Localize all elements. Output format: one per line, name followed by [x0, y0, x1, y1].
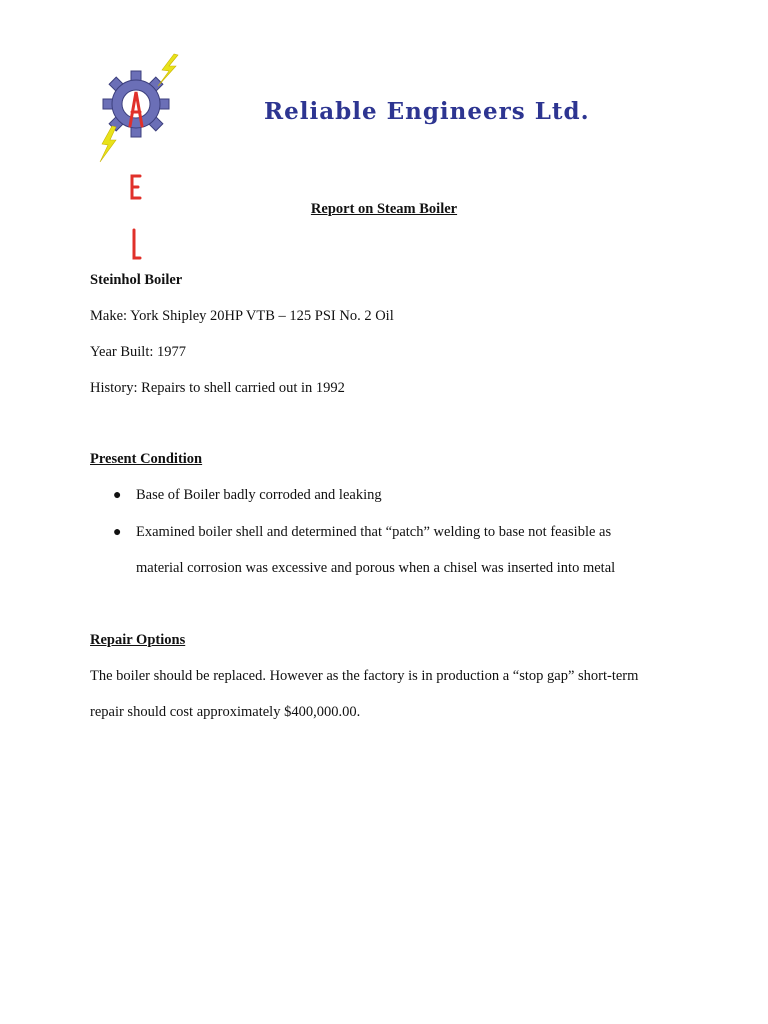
condition-bullet-2-line-2: material corrosion was excessive and porous when a chisel was inserted into metal [136, 560, 616, 576]
report-title: Report on Steam Boiler [310, 201, 458, 217]
year-built-line: Year Built: 1977 [90, 344, 187, 360]
company-logo [96, 52, 186, 264]
condition-bullet-1: Base of Boiler badly corroded and leaking [136, 487, 382, 503]
bullet-icon: ● [113, 488, 122, 503]
repair-options-text-line-2: repair should cost approximately $400,000.00. [90, 704, 361, 720]
lightning-bolt-icon [158, 54, 178, 86]
present-condition-heading: Present Condition [90, 451, 203, 467]
condition-bullet-2-line-1: Examined boiler shell and determined that “patch” welding to base not feasible as [136, 524, 612, 540]
repair-options-heading: Repair Options [90, 632, 186, 648]
repair-options-text-line-1: The boiler should be replaced. However as the factory is in production a “stop gap” short-term [90, 668, 639, 684]
bullet-icon: ● [113, 525, 122, 540]
boiler-name: Steinhol Boiler [90, 272, 183, 288]
make-line: Make: York Shipley 20HP VTB – 125 PSI No. 2 Oil [90, 308, 394, 324]
gear-lightning-logo [96, 52, 186, 264]
history-line: History: Repairs to shell carried out in 1992 [90, 380, 345, 396]
company-name: Reliable Engineers Ltd. [264, 98, 590, 125]
lightning-bolt-icon [100, 126, 116, 162]
